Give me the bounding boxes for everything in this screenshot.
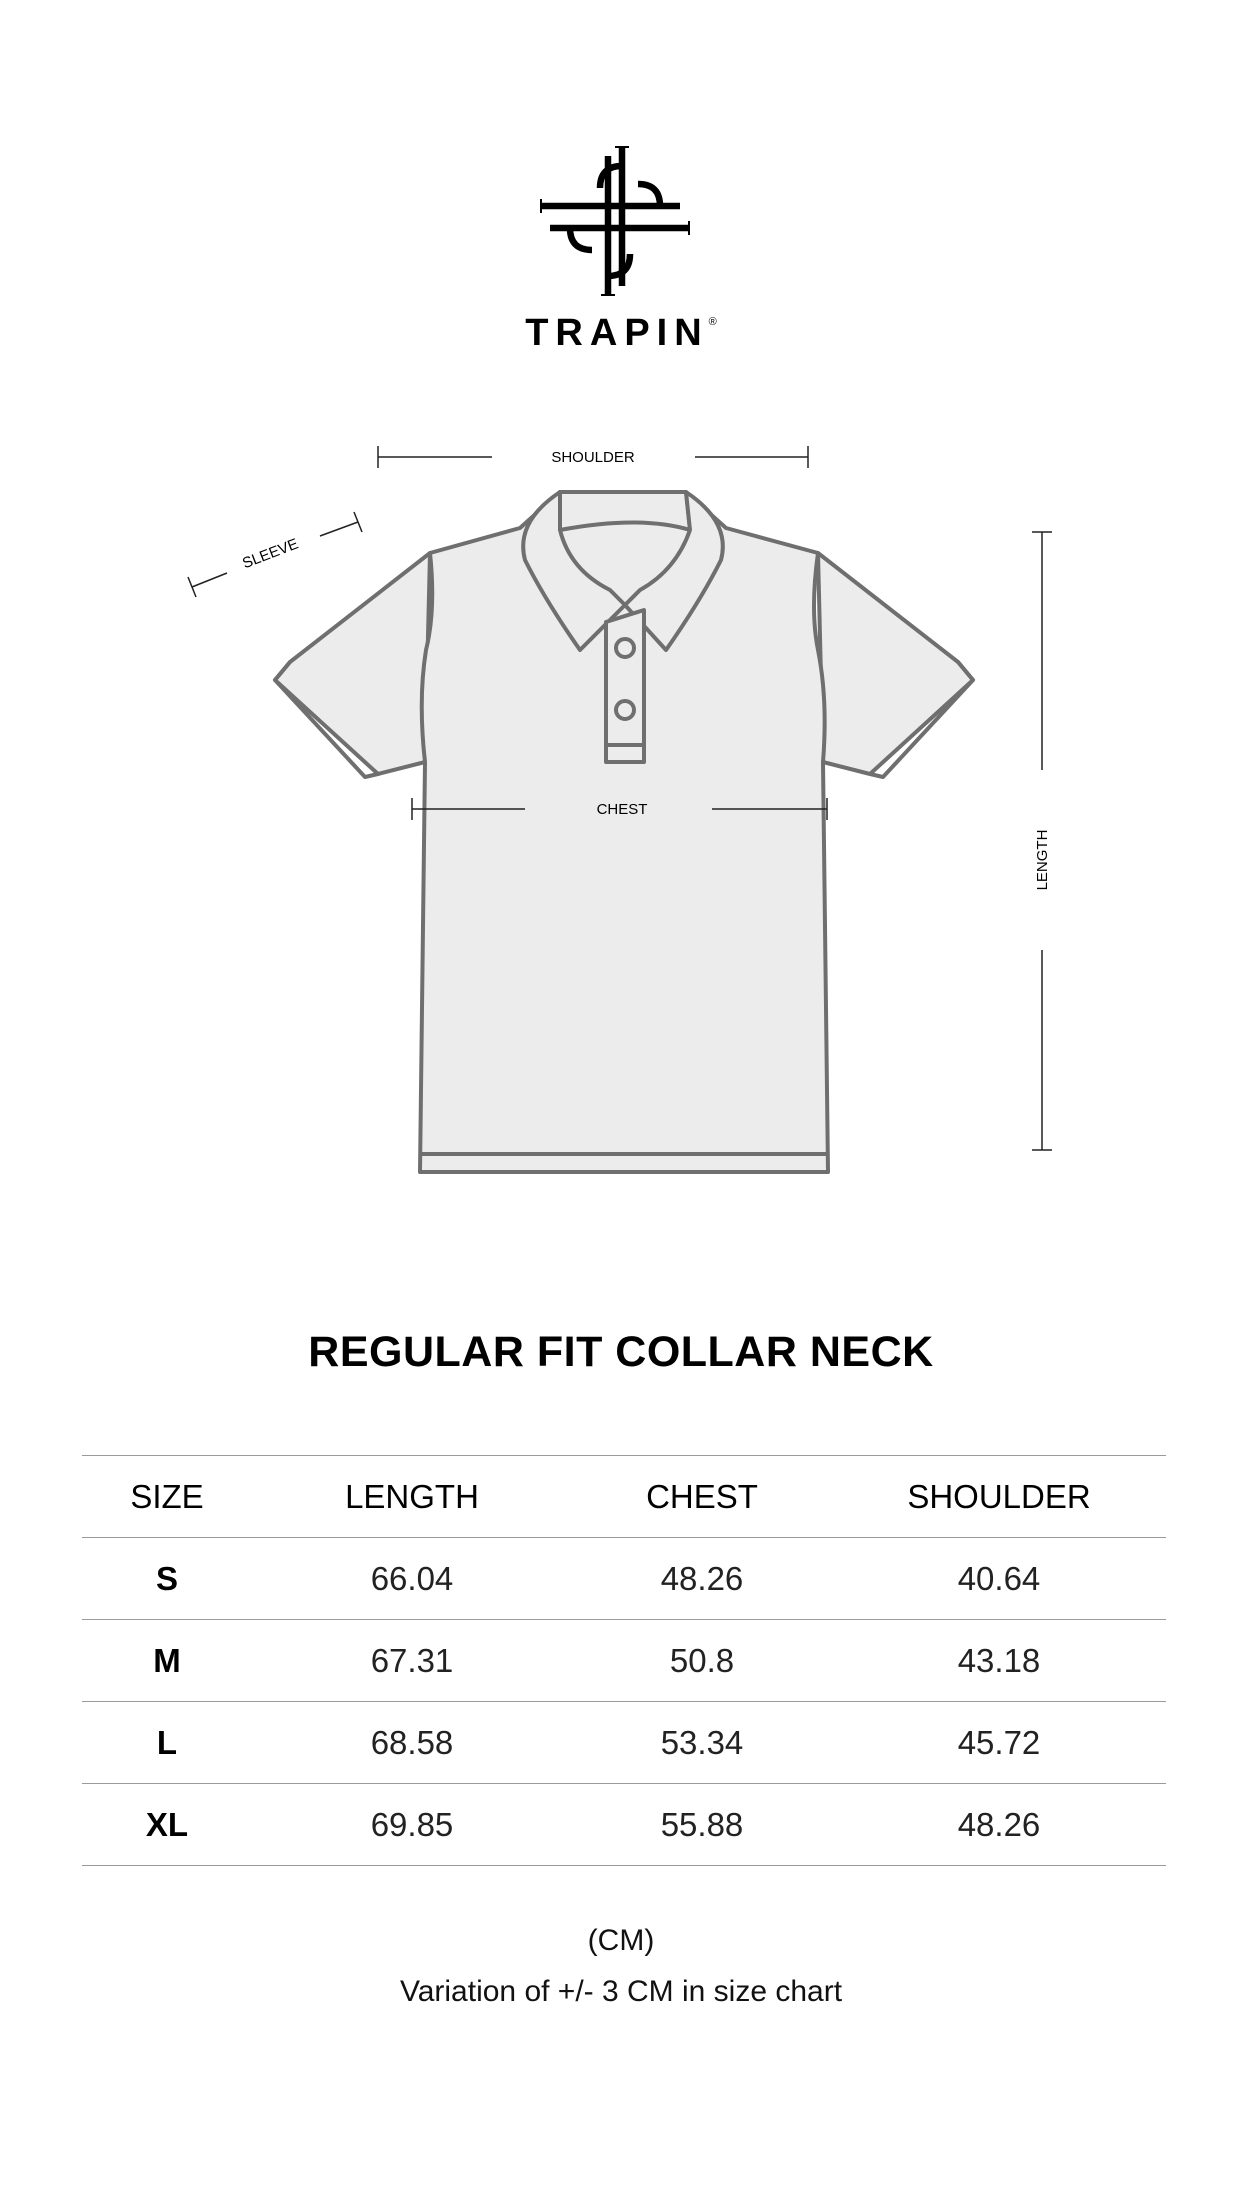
shoulder-cell: 40.64: [832, 1538, 1166, 1620]
shoulder-cell: 45.72: [832, 1702, 1166, 1784]
length-cell: 67.31: [252, 1620, 572, 1702]
length-cell: 66.04: [252, 1538, 572, 1620]
registered-mark: ®: [708, 316, 717, 328]
table-row: [82, 1702, 1166, 1784]
length-label: LENGTH: [1034, 829, 1051, 891]
header-length: LENGTH: [252, 1456, 572, 1538]
shoulder-cell: 48.26: [832, 1784, 1166, 1866]
size-cell: M: [82, 1620, 252, 1702]
unit-label: (CM): [587, 1924, 655, 1957]
shoulder-label: SHOULDER: [551, 449, 635, 466]
header-size: SIZE: [82, 1456, 252, 1538]
sleeve-label: SLEEVE: [240, 535, 301, 573]
size-cell: XL: [82, 1784, 252, 1866]
size-table: [82, 1455, 1166, 1866]
chest-cell: 53.34: [572, 1702, 832, 1784]
variation-note: Variation of +/- 3 CM in size chart: [399, 1975, 843, 2008]
chest-cell: 48.26: [572, 1538, 832, 1620]
table-header-row: [82, 1456, 1166, 1538]
size-cell: S: [82, 1538, 252, 1620]
header-chest: CHEST: [572, 1456, 832, 1538]
length-cell: 68.58: [252, 1702, 572, 1784]
table-row: [82, 1784, 1166, 1866]
chest-cell: 50.8: [572, 1620, 832, 1702]
brand-name: TRAPIN: [525, 312, 709, 354]
header-shoulder: SHOULDER: [832, 1456, 1166, 1538]
table-row: [82, 1620, 1166, 1702]
shoulder-cell: 43.18: [832, 1620, 1166, 1702]
chest-cell: 55.88: [572, 1784, 832, 1866]
size-cell: L: [82, 1702, 252, 1784]
table-row: [82, 1538, 1166, 1620]
chest-label: CHEST: [596, 801, 648, 818]
size-chart-title: REGULAR FIT COLLAR NECK: [308, 1328, 934, 1376]
length-cell: 69.85: [252, 1784, 572, 1866]
polo-shirt-outline-icon: [275, 492, 973, 1172]
